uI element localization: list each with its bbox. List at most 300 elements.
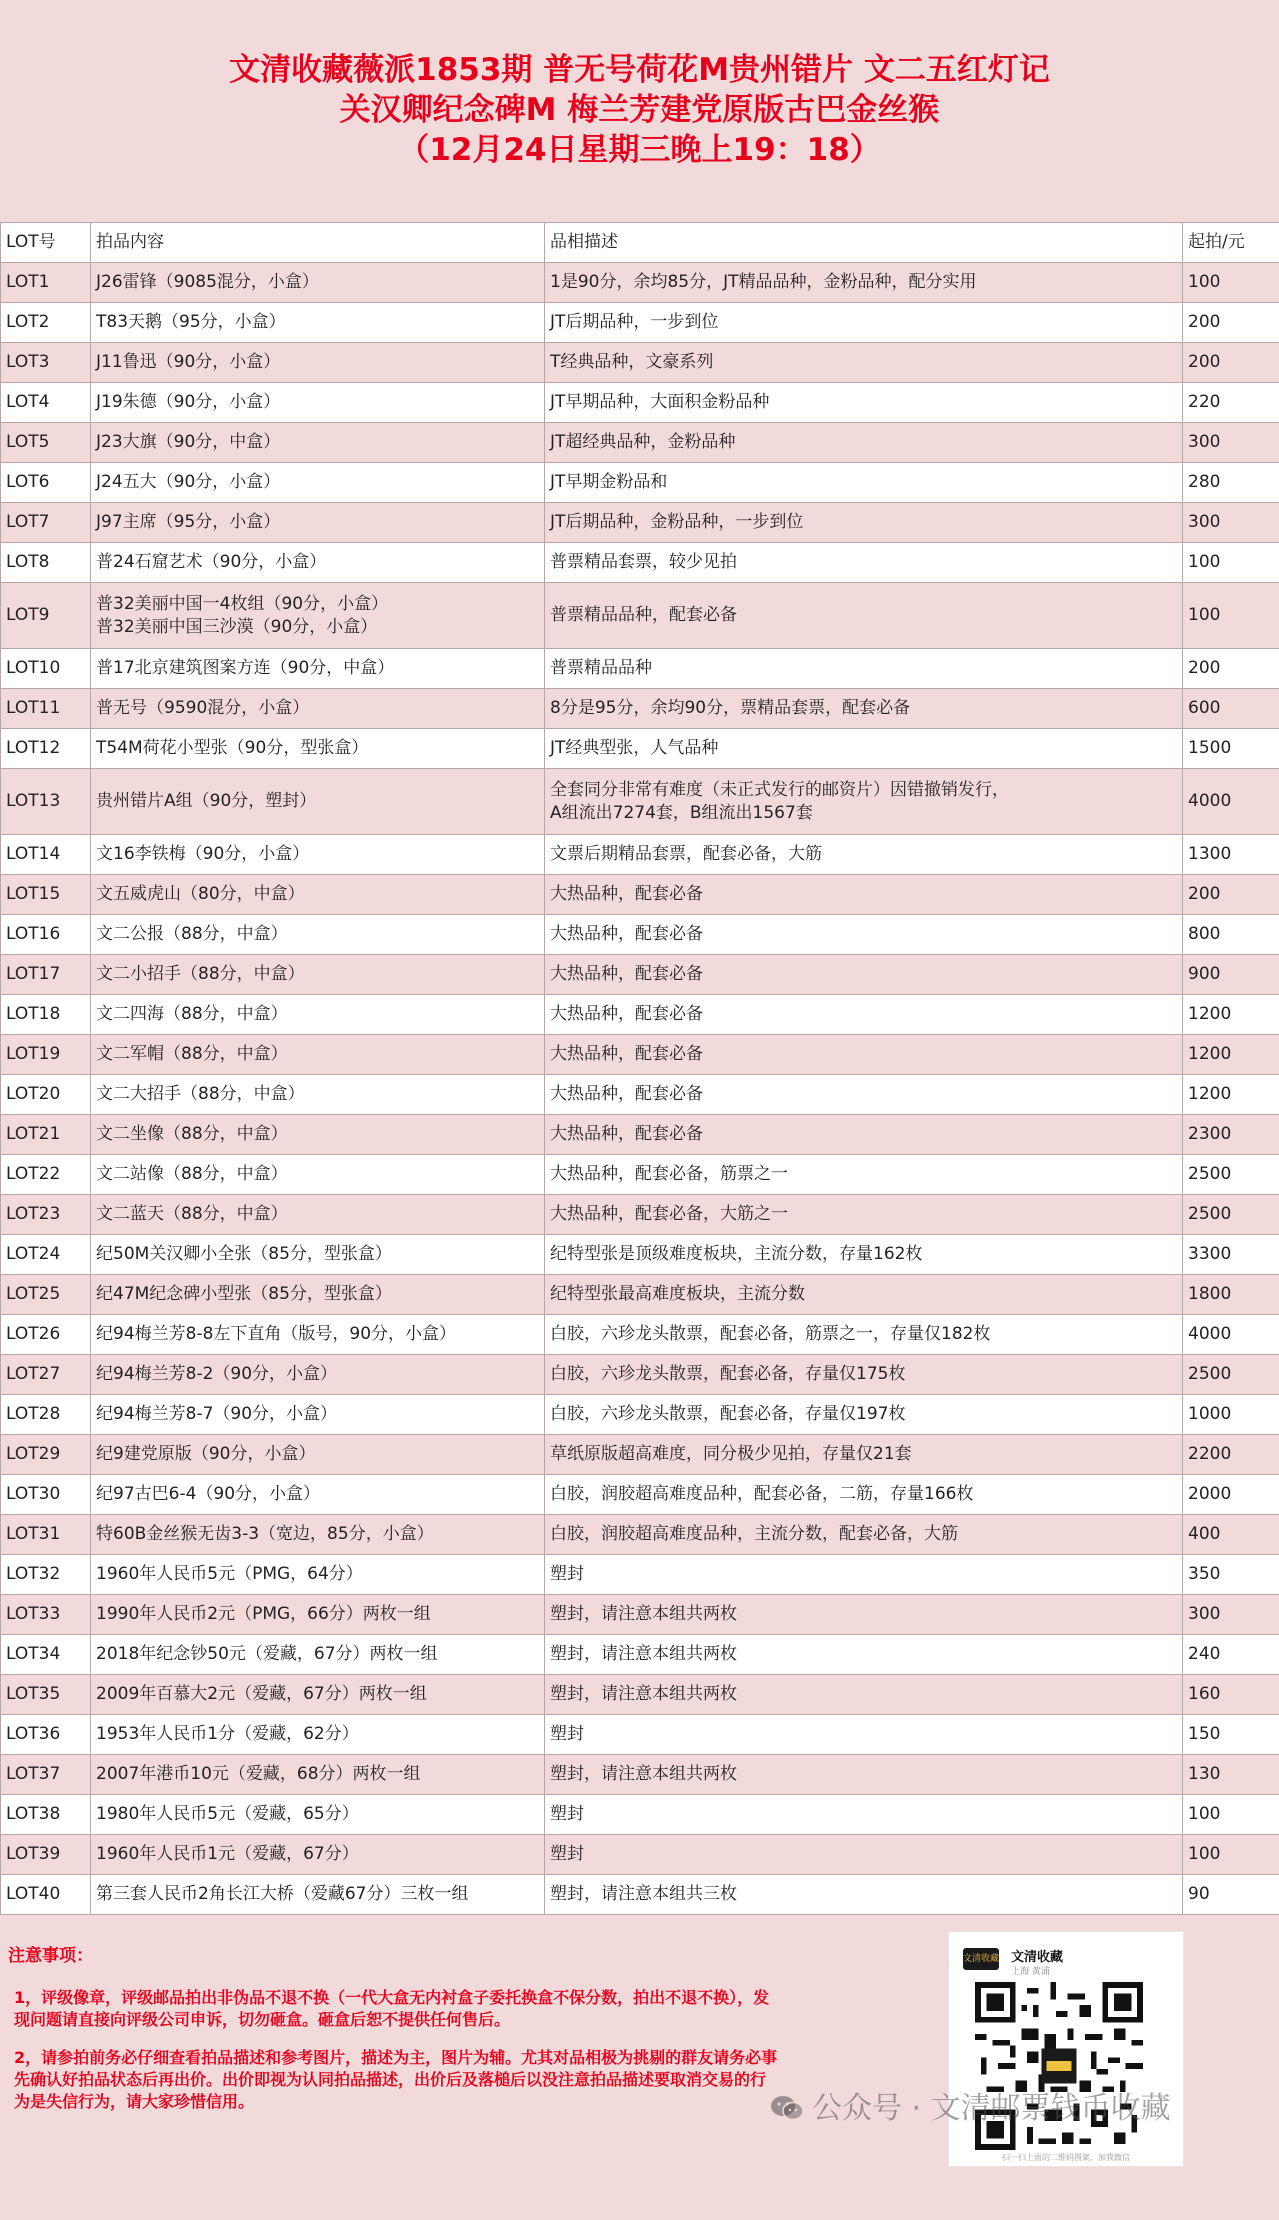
lot-number-cell: LOT36	[1, 1715, 91, 1755]
lot-number-cell: LOT21	[1, 1115, 91, 1155]
item-cell-line: J19朱德（90分，小盒）	[96, 392, 281, 412]
description-cell	[545, 1075, 1183, 1115]
item-cell-line: 文二小招手（88分，中盒）	[96, 964, 305, 984]
table-row	[1, 1595, 1279, 1635]
item-cell	[91, 1715, 545, 1755]
title-line-1: 文清收藏薇派1853期 普无号荷花M贵州错片 文二五红灯记	[229, 52, 1050, 88]
lot-number-cell: LOT28	[1, 1395, 91, 1435]
description-cell	[545, 503, 1183, 543]
item-cell	[91, 1515, 545, 1555]
item-cell	[91, 1755, 545, 1795]
table-row	[1, 343, 1279, 383]
start-price-cell: 200	[1183, 343, 1279, 383]
description-cell	[545, 1155, 1183, 1195]
description-cell-line: 大热品种，配套必备	[550, 1004, 703, 1024]
description-cell	[545, 875, 1183, 915]
notice-item-2: 2，请参拍前务必仔细查看拍品描述和参考图片，描述为主，图片为辅。尤其对品相极为挑剔的群友请务必事先确认好拍品状态后再出价。出价即视为认同拍品描述，出价后及落槌后以没注意拍品描述要取消交易的行为是失信行为，请大家珍惜信用。	[14, 2048, 778, 2111]
table-row	[1, 835, 1279, 875]
lot-number-cell: LOT17	[1, 955, 91, 995]
description-cell-line: 文票后期精品套票，配套必备，大筋	[550, 844, 822, 864]
column-header-item: 拍品内容	[91, 223, 545, 263]
start-price-cell: 600	[1183, 689, 1279, 729]
description-cell-line: 草纸原版超高难度，同分极少见拍，存量仅21套	[550, 1444, 912, 1464]
lot-number-cell: LOT9	[1, 583, 91, 649]
item-cell-line: 普32美丽中国一4枚组（90分，小盒）	[96, 593, 389, 614]
start-price-cell: 240	[1183, 1635, 1279, 1675]
description-cell	[545, 1195, 1183, 1235]
item-cell	[91, 1595, 545, 1635]
description-cell	[545, 1835, 1183, 1875]
item-cell	[91, 769, 545, 835]
qr-location: 上海 黄浦	[1011, 1967, 1050, 1977]
item-cell-line: 1953年人民币1分（爱藏，62分）	[96, 1724, 359, 1744]
description-cell	[545, 915, 1183, 955]
table-row	[1, 423, 1279, 463]
item-cell-line: 1960年人民币5元（PMG，64分）	[96, 1564, 363, 1584]
start-price-cell: 100	[1183, 1835, 1279, 1875]
description-cell-line: 塑封，请注意本组共三枚	[550, 1884, 737, 1904]
lot-number-cell: LOT30	[1, 1475, 91, 1515]
start-price-cell: 800	[1183, 915, 1279, 955]
item-cell	[91, 1275, 545, 1315]
lot-number-cell: LOT1	[1, 263, 91, 303]
item-cell	[91, 1675, 545, 1715]
lot-table	[0, 222, 1279, 1915]
item-cell-line: 文二坐像（88分，中盒）	[96, 1124, 288, 1144]
item-cell-line: J23大旗（90分，中盒）	[96, 432, 281, 452]
start-price-cell: 100	[1183, 1795, 1279, 1835]
column-header-desc: 品相描述	[545, 223, 1183, 263]
description-cell-line: JT早期品种，大面积金粉品种	[550, 392, 770, 412]
item-cell	[91, 1075, 545, 1115]
description-cell-line: 普票精品套票，较少见拍	[550, 552, 737, 572]
description-cell-line: 全套同分非常有难度（未正式发行的邮资片）因错撤销发行，	[550, 779, 1009, 800]
start-price-cell: 4000	[1183, 769, 1279, 835]
item-cell	[91, 1555, 545, 1595]
description-cell-line: 塑封，请注意本组共两枚	[550, 1644, 737, 1664]
item-cell	[91, 1315, 545, 1355]
start-price-cell: 300	[1183, 503, 1279, 543]
description-cell-line: JT后期品种，一步到位	[550, 312, 719, 332]
item-cell	[91, 915, 545, 955]
lot-number-cell: LOT40	[1, 1875, 91, 1915]
start-price-cell: 1200	[1183, 1075, 1279, 1115]
item-cell	[91, 303, 545, 343]
start-price-cell: 1000	[1183, 1395, 1279, 1435]
description-cell	[545, 955, 1183, 995]
start-price-cell: 90	[1183, 1875, 1279, 1915]
description-cell-line: 塑封	[550, 1724, 584, 1744]
table-row	[1, 1315, 1279, 1355]
lot-number-cell: LOT2	[1, 303, 91, 343]
item-cell	[91, 1115, 545, 1155]
table-row	[1, 955, 1279, 995]
table-row	[1, 303, 1279, 343]
table-row	[1, 1515, 1279, 1555]
lot-number-cell: LOT35	[1, 1675, 91, 1715]
lot-number-cell: LOT14	[1, 835, 91, 875]
description-cell	[545, 583, 1183, 649]
lot-number-cell: LOT26	[1, 1315, 91, 1355]
description-cell	[545, 1515, 1183, 1555]
table-row	[1, 1395, 1279, 1435]
description-cell-line: 纪特型张是顶级难度板块，主流分数，存量162枚	[550, 1244, 923, 1264]
lot-number-cell: LOT34	[1, 1635, 91, 1675]
description-cell-line: JT早期金粉品和	[550, 472, 668, 492]
start-price-cell: 1200	[1183, 995, 1279, 1035]
item-cell	[91, 1235, 545, 1275]
start-price-cell: 100	[1183, 583, 1279, 649]
description-cell	[545, 543, 1183, 583]
start-price-cell: 100	[1183, 543, 1279, 583]
item-cell-line: 文二军帽（88分，中盒）	[96, 1044, 288, 1064]
qr-caption: 扫一扫上面的二维码图案，加我微信	[1002, 2153, 1130, 2162]
start-price-cell: 1800	[1183, 1275, 1279, 1315]
item-cell-line: 1990年人民币2元（PMG，66分）两枚一组	[96, 1604, 431, 1624]
description-cell	[545, 1315, 1183, 1355]
table-row	[1, 1755, 1279, 1795]
item-cell-line: 1980年人民币5元（爱藏，65分）	[96, 1804, 359, 1824]
item-cell	[91, 649, 545, 689]
item-cell	[91, 955, 545, 995]
item-cell-line: 文二四海（88分，中盒）	[96, 1004, 288, 1024]
description-cell-line: 白胶，六珍龙头散票，配套必备，存量仅197枚	[550, 1404, 906, 1424]
table-row	[1, 875, 1279, 915]
table-row	[1, 1075, 1279, 1115]
description-cell	[545, 1035, 1183, 1075]
item-cell-line: 贵州错片A组（90分，塑封）	[96, 791, 317, 811]
lot-number-cell: LOT12	[1, 729, 91, 769]
description-cell	[545, 303, 1183, 343]
description-cell-line: 大热品种，配套必备	[550, 1044, 703, 1064]
brand-logo: 文清收藏	[963, 1948, 999, 1970]
start-price-cell: 1300	[1183, 835, 1279, 875]
description-cell	[545, 1795, 1183, 1835]
start-price-cell: 2000	[1183, 1475, 1279, 1515]
lot-number-cell: LOT13	[1, 769, 91, 835]
item-cell	[91, 835, 545, 875]
start-price-cell: 2500	[1183, 1155, 1279, 1195]
item-cell	[91, 583, 545, 649]
description-cell	[545, 649, 1183, 689]
start-price-cell: 3300	[1183, 1235, 1279, 1275]
item-cell	[91, 1195, 545, 1235]
description-cell	[545, 1435, 1183, 1475]
description-cell	[545, 1755, 1183, 1795]
item-cell-line: 纪97古巴6-4（90分，小盒）	[96, 1484, 321, 1504]
table-row	[1, 1675, 1279, 1715]
lot-number-cell: LOT16	[1, 915, 91, 955]
title-line-2: 关汉卿纪念碑M 梅兰芳建党原版古巴金丝猴	[339, 92, 940, 128]
item-cell	[91, 1155, 545, 1195]
item-cell	[91, 383, 545, 423]
table-row	[1, 463, 1279, 503]
description-cell-line: 塑封	[550, 1804, 584, 1824]
start-price-cell: 400	[1183, 1515, 1279, 1555]
description-cell-line: 白胶，六珍龙头散票，配套必备，筋票之一，存量仅182枚	[550, 1324, 991, 1344]
description-cell	[545, 1675, 1183, 1715]
lot-number-cell: LOT19	[1, 1035, 91, 1075]
description-cell-line: 塑封	[550, 1844, 584, 1864]
table-row	[1, 1435, 1279, 1475]
table-row	[1, 263, 1279, 303]
item-cell-line: 普17北京建筑图案方连（90分，中盒）	[96, 658, 395, 678]
description-cell-line: 白胶，六珍龙头散票，配套必备，存量仅175枚	[550, 1364, 906, 1384]
lot-number-cell: LOT6	[1, 463, 91, 503]
lot-number-cell: LOT7	[1, 503, 91, 543]
start-price-cell: 130	[1183, 1755, 1279, 1795]
qr-card	[948, 1931, 1184, 2167]
description-cell-line: JT经典型张，人气品种	[550, 738, 719, 758]
item-cell	[91, 463, 545, 503]
description-cell-line: 塑封，请注意本组共两枚	[550, 1604, 737, 1624]
item-cell	[91, 995, 545, 1035]
item-cell-line: 普24石窟艺术（90分，小盒）	[96, 552, 327, 572]
start-price-cell: 2500	[1183, 1355, 1279, 1395]
description-cell-line: 普票精品品种	[550, 658, 652, 678]
item-cell	[91, 503, 545, 543]
description-cell	[545, 1115, 1183, 1155]
table-row	[1, 689, 1279, 729]
wechat-icon	[770, 2095, 804, 2121]
description-cell-line: 大热品种，配套必备	[550, 884, 703, 904]
description-cell-line: 大热品种，配套必备	[550, 1084, 703, 1104]
item-cell-line: 纪94梅兰芳8-2（90分，小盒）	[96, 1364, 338, 1384]
item-cell	[91, 1795, 545, 1835]
lot-table-body	[1, 223, 1279, 1915]
item-cell	[91, 1635, 545, 1675]
item-cell	[91, 343, 545, 383]
lot-number-cell: LOT3	[1, 343, 91, 383]
item-cell-line: 第三套人民币2角长江大桥（爱藏67分）三枚一组	[96, 1884, 469, 1904]
item-cell-line: 纪9建党原版（90分，小盒）	[96, 1444, 316, 1464]
start-price-cell: 200	[1183, 303, 1279, 343]
qr-account-name: 文清收藏	[1011, 1950, 1064, 1965]
start-price-cell: 300	[1183, 1595, 1279, 1635]
notice-section	[8, 1945, 778, 2129]
table-row	[1, 1355, 1279, 1395]
footer	[0, 1915, 1279, 2170]
column-header-price: 起拍/元	[1183, 223, 1279, 263]
table-row	[1, 1115, 1279, 1155]
description-cell-line: 塑封	[550, 1564, 584, 1584]
table-row	[1, 1715, 1279, 1755]
item-cell-line: 文五威虎山（80分，中盒）	[96, 884, 305, 904]
item-cell	[91, 1875, 545, 1915]
lot-number-cell: LOT33	[1, 1595, 91, 1635]
start-price-cell: 200	[1183, 875, 1279, 915]
item-cell	[91, 423, 545, 463]
start-price-cell: 2300	[1183, 1115, 1279, 1155]
column-header-lot: LOT号	[1, 223, 91, 263]
description-cell-line: T经典品种，文豪系列	[550, 352, 714, 372]
description-cell	[545, 729, 1183, 769]
start-price-cell: 1200	[1183, 1035, 1279, 1075]
lot-number-cell: LOT31	[1, 1515, 91, 1555]
table-row	[1, 503, 1279, 543]
description-cell	[545, 1715, 1183, 1755]
lot-number-cell: LOT39	[1, 1835, 91, 1875]
lot-number-cell: LOT18	[1, 995, 91, 1035]
lot-number-cell: LOT10	[1, 649, 91, 689]
description-cell-line: 纪特型张最高难度板块，主流分数	[550, 1284, 805, 1304]
lot-number-cell: LOT22	[1, 1155, 91, 1195]
table-row	[1, 1555, 1279, 1595]
lot-number-cell: LOT5	[1, 423, 91, 463]
table-row	[1, 1875, 1279, 1915]
description-cell-line: 普票精品品种，配套必备	[550, 605, 737, 625]
lot-number-cell: LOT25	[1, 1275, 91, 1315]
item-cell-line: 特60B金丝猴无齿3-3（宽边，85分，小盒）	[96, 1524, 434, 1544]
item-cell-line: 2018年纪念钞50元（爱藏，67分）两枚一组	[96, 1644, 438, 1664]
lot-number-cell: LOT27	[1, 1355, 91, 1395]
title-line-3: （12月24日星期三晚上19：18）	[398, 132, 881, 168]
description-cell	[545, 1475, 1183, 1515]
description-cell	[545, 1235, 1183, 1275]
table-row	[1, 383, 1279, 423]
table-row	[1, 1155, 1279, 1195]
start-price-cell: 150	[1183, 1715, 1279, 1755]
page-header	[0, 0, 1279, 222]
description-cell	[545, 769, 1183, 835]
description-cell	[545, 1555, 1183, 1595]
description-cell-line: JT超经典品种，金粉品种	[550, 432, 736, 452]
lot-number-cell: LOT29	[1, 1435, 91, 1475]
item-cell-line: T83天鹅（95分，小盒）	[96, 312, 286, 332]
description-cell-line: 白胶，润胶超高难度品种，配套必备，二筋，存量166枚	[550, 1484, 974, 1504]
start-price-cell: 1500	[1183, 729, 1279, 769]
item-cell	[91, 1355, 545, 1395]
item-cell-line: 1960年人民币1元（爱藏，67分）	[96, 1844, 359, 1864]
lot-number-cell: LOT4	[1, 383, 91, 423]
table-row	[1, 1475, 1279, 1515]
item-cell-line: 纪50M关汉卿小全张（85分，型张盒）	[96, 1244, 392, 1264]
notice-item-1: 1，评级像章，评级邮品拍出非伪品不退不换（一代大盒无内衬盒子委托换盒不保分数，拍出不退不换），发现问题请直接向评级公司申诉，切勿砸盒。砸盒后恕不提供任何售后。	[14, 1988, 770, 2029]
item-cell-line: J11鲁迅（90分，小盒）	[96, 352, 281, 372]
description-cell	[545, 1635, 1183, 1675]
lot-number-cell: LOT24	[1, 1235, 91, 1275]
table-row	[1, 729, 1279, 769]
description-cell-line: 8分是95分，余均90分，票精品套票，配套必备	[550, 698, 911, 718]
table-row	[1, 1275, 1279, 1315]
item-cell	[91, 875, 545, 915]
start-price-cell: 200	[1183, 649, 1279, 689]
description-cell-line: 大热品种，配套必备	[550, 924, 703, 944]
item-cell	[91, 1035, 545, 1075]
table-row	[1, 769, 1279, 835]
table-row	[1, 1635, 1279, 1675]
start-price-cell: 220	[1183, 383, 1279, 423]
lot-number-cell: LOT8	[1, 543, 91, 583]
item-cell-line: 纪94梅兰芳8-7（90分，小盒）	[96, 1404, 338, 1424]
start-price-cell: 2500	[1183, 1195, 1279, 1235]
item-cell-line: 纪47M纪念碑小型张（85分，型张盒）	[96, 1284, 392, 1304]
item-cell-line: 纪94梅兰芳8-8左下直角（版号，90分，小盒）	[96, 1324, 457, 1344]
item-cell	[91, 1835, 545, 1875]
description-cell-line: JT后期品种，金粉品种，一步到位	[550, 512, 804, 532]
item-cell-line: 2009年百慕大2元（爱藏，67分）两枚一组	[96, 1684, 427, 1704]
item-cell	[91, 543, 545, 583]
description-cell-line: 大热品种，配套必备，筋票之一	[550, 1164, 788, 1184]
lot-number-cell: LOT32	[1, 1555, 91, 1595]
start-price-cell: 900	[1183, 955, 1279, 995]
description-cell-line: 塑封，请注意本组共两枚	[550, 1764, 737, 1784]
table-row	[1, 915, 1279, 955]
table-row	[1, 583, 1279, 649]
item-cell-line: 文二公报（88分，中盒）	[96, 924, 288, 944]
item-cell-line: 文16李铁梅（90分，小盒）	[96, 844, 310, 864]
description-cell-line: 1是90分，余均85分，JT精品品种，金粉品种，配分实用	[550, 272, 977, 292]
item-cell-line: 文二大招手（88分，中盒）	[96, 1084, 305, 1104]
description-cell	[545, 1275, 1183, 1315]
item-cell-line: 普32美丽中国三沙漠（90分，小盒）	[96, 616, 378, 637]
description-cell-line: 大热品种，配套必备	[550, 964, 703, 984]
table-header-row	[1, 223, 1279, 263]
start-price-cell: 280	[1183, 463, 1279, 503]
table-row	[1, 1235, 1279, 1275]
lot-number-cell: LOT37	[1, 1755, 91, 1795]
description-cell-line: 塑封，请注意本组共两枚	[550, 1684, 737, 1704]
start-price-cell: 100	[1183, 263, 1279, 303]
lot-number-cell: LOT20	[1, 1075, 91, 1115]
start-price-cell: 160	[1183, 1675, 1279, 1715]
start-price-cell: 300	[1183, 423, 1279, 463]
item-cell-line: 2007年港币10元（爱藏，68分）两枚一组	[96, 1764, 421, 1784]
start-price-cell: 350	[1183, 1555, 1279, 1595]
description-cell	[545, 1595, 1183, 1635]
table-row	[1, 1035, 1279, 1075]
description-cell	[545, 1875, 1183, 1915]
item-cell	[91, 1475, 545, 1515]
item-cell-line: 普无号（9590混分，小盒）	[96, 698, 310, 718]
description-cell	[545, 835, 1183, 875]
item-cell	[91, 263, 545, 303]
description-cell	[545, 689, 1183, 729]
description-cell	[545, 995, 1183, 1035]
item-cell	[91, 729, 545, 769]
description-cell-line: A组流出7274套，B组流出1567套	[550, 802, 813, 823]
item-cell-line: T54M荷花小型张（90分，型张盒）	[96, 738, 369, 758]
description-cell-line: 大热品种，配套必备，大筋之一	[550, 1204, 788, 1224]
start-price-cell: 2200	[1183, 1435, 1279, 1475]
start-price-cell: 4000	[1183, 1315, 1279, 1355]
description-cell	[545, 263, 1183, 303]
lot-number-cell: LOT11	[1, 689, 91, 729]
table-row	[1, 1835, 1279, 1875]
table-row	[1, 1795, 1279, 1835]
lot-number-cell: LOT23	[1, 1195, 91, 1235]
item-cell	[91, 1395, 545, 1435]
description-cell-line: 大热品种，配套必备	[550, 1124, 703, 1144]
lot-number-cell: LOT38	[1, 1795, 91, 1835]
description-cell-line: 白胶，润胶超高难度品种，主流分数，配套必备，大筋	[550, 1524, 958, 1544]
notice-title: 注意事项：	[8, 1946, 93, 1966]
table-row	[1, 543, 1279, 583]
description-cell	[545, 343, 1183, 383]
item-cell-line: 文二站像（88分，中盒）	[96, 1164, 288, 1184]
description-cell	[545, 463, 1183, 503]
description-cell	[545, 1355, 1183, 1395]
table-row	[1, 1195, 1279, 1235]
table-row	[1, 649, 1279, 689]
item-cell	[91, 1435, 545, 1475]
description-cell	[545, 383, 1183, 423]
lot-number-cell: LOT15	[1, 875, 91, 915]
item-cell	[91, 689, 545, 729]
description-cell	[545, 423, 1183, 463]
table-row	[1, 995, 1279, 1035]
watermark	[770, 2083, 1171, 2127]
